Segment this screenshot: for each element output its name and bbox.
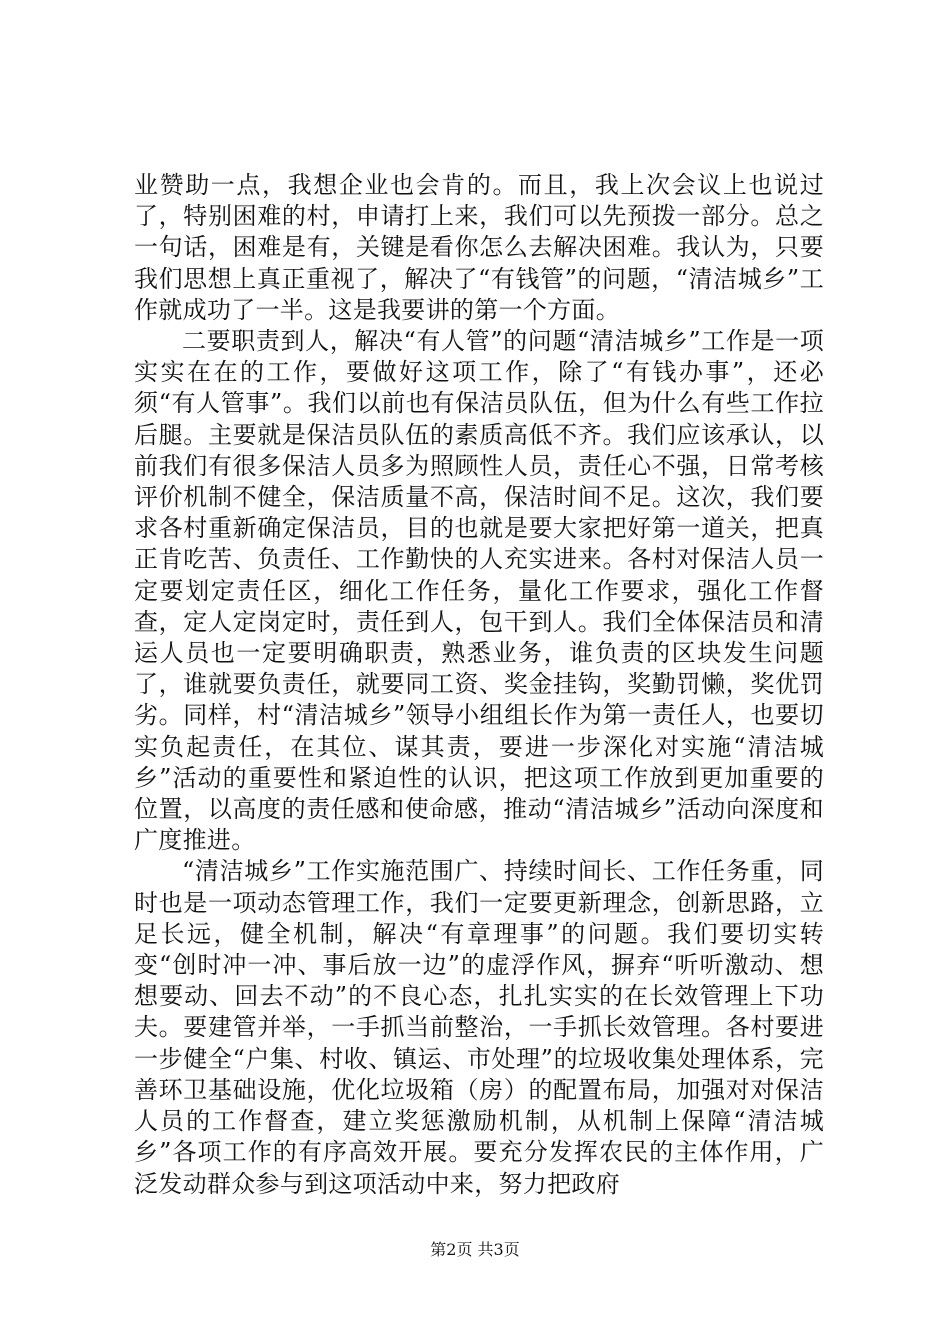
paragraph-3: “清洁城乡”工作实施范围广、持续时间长、工作任务重，同时也是一项动态管理工作，我们一定要更新理念，创新思路，立足长远，健全机制，解决“有章理事”的问题。我们要切实转变“创时冲一冲、事后放一边”的虚浮作风，摒弃“听听激动、想想要动、回去不动”的不良心态，扎扎实实的在长效管理上下功夫。要建管并举，一手抓当前整治，一手抓长效管理。各村要进一步健全“户集、村收、镇运、市处理”的垃圾收集处理体系，完善环卫基础设施，优化垃圾箱（房）的配置布局，加强对对保洁人员的工作督查，建立奖惩激励机制，从机制上保障“清洁城乡”各项工作的有序高效开展。要充分发挥农民的主体作用，广泛发动群众参与到这项活动中来，努力把政府 <box>134 857 824 1198</box>
document-body <box>134 170 824 1200</box>
page-footer: 第2页 共3页 <box>430 1240 520 1259</box>
paragraph-1: 业赞助一点，我想企业也会肯的。而且，我上次会议上也说过了，特别困难的村，申请打上来，我们可以先预拨一部分。总之一句话，困难是有，关键是看你怎么去解决困难。我认为，只要我们思想上真正重视了，解决了“有钱管”的问题，“清洁城乡”工作就成功了一半。这是我要讲的第一个方面。 <box>134 171 824 324</box>
paragraph-2: 二要职责到人，解决“有人管”的问题“清洁城乡”工作是一项实实在在的工作，要做好这项工作，除了“有钱办事”，还必须“有人管事”。我们以前也有保洁员队伍，但为什么有些工作拉后腿。主要就是保洁员队伍的素质高低不齐。我们应该承认，以前我们有很多保洁人员多为照顾性人员，责任心不强，日常考核评价机制不健全，保洁质量不高，保洁时间不足。这次，我们要求各村重新确定保洁员，目的也就是要大家把好第一道关，把真正肯吃苦、负责任、工作勤快的人充实进来。各村对保洁人员一定要划定责任区，细化工作任务，量化工作要求，强化工作督查，定人定岗定时，责任到人，包干到人。我们全体保洁员和清运人员也一定要明确职责，熟悉业务，谁负责的区块发生问题了，谁就要负责任，就要同工资、奖金挂钩，奖勤罚懒，奖优罚劣。同样，村“清洁城乡”领导小组组长作为第一责任人，也要切实负起责任，在其位、谋其责，要进一步深化对实施“清洁城乡”活动的重要性和紧迫性的认识，把这项工作放到更加重要的位置，以高度的责任感和使命感，推动“清洁城乡”活动向深度和广度推进。 <box>134 327 824 855</box>
